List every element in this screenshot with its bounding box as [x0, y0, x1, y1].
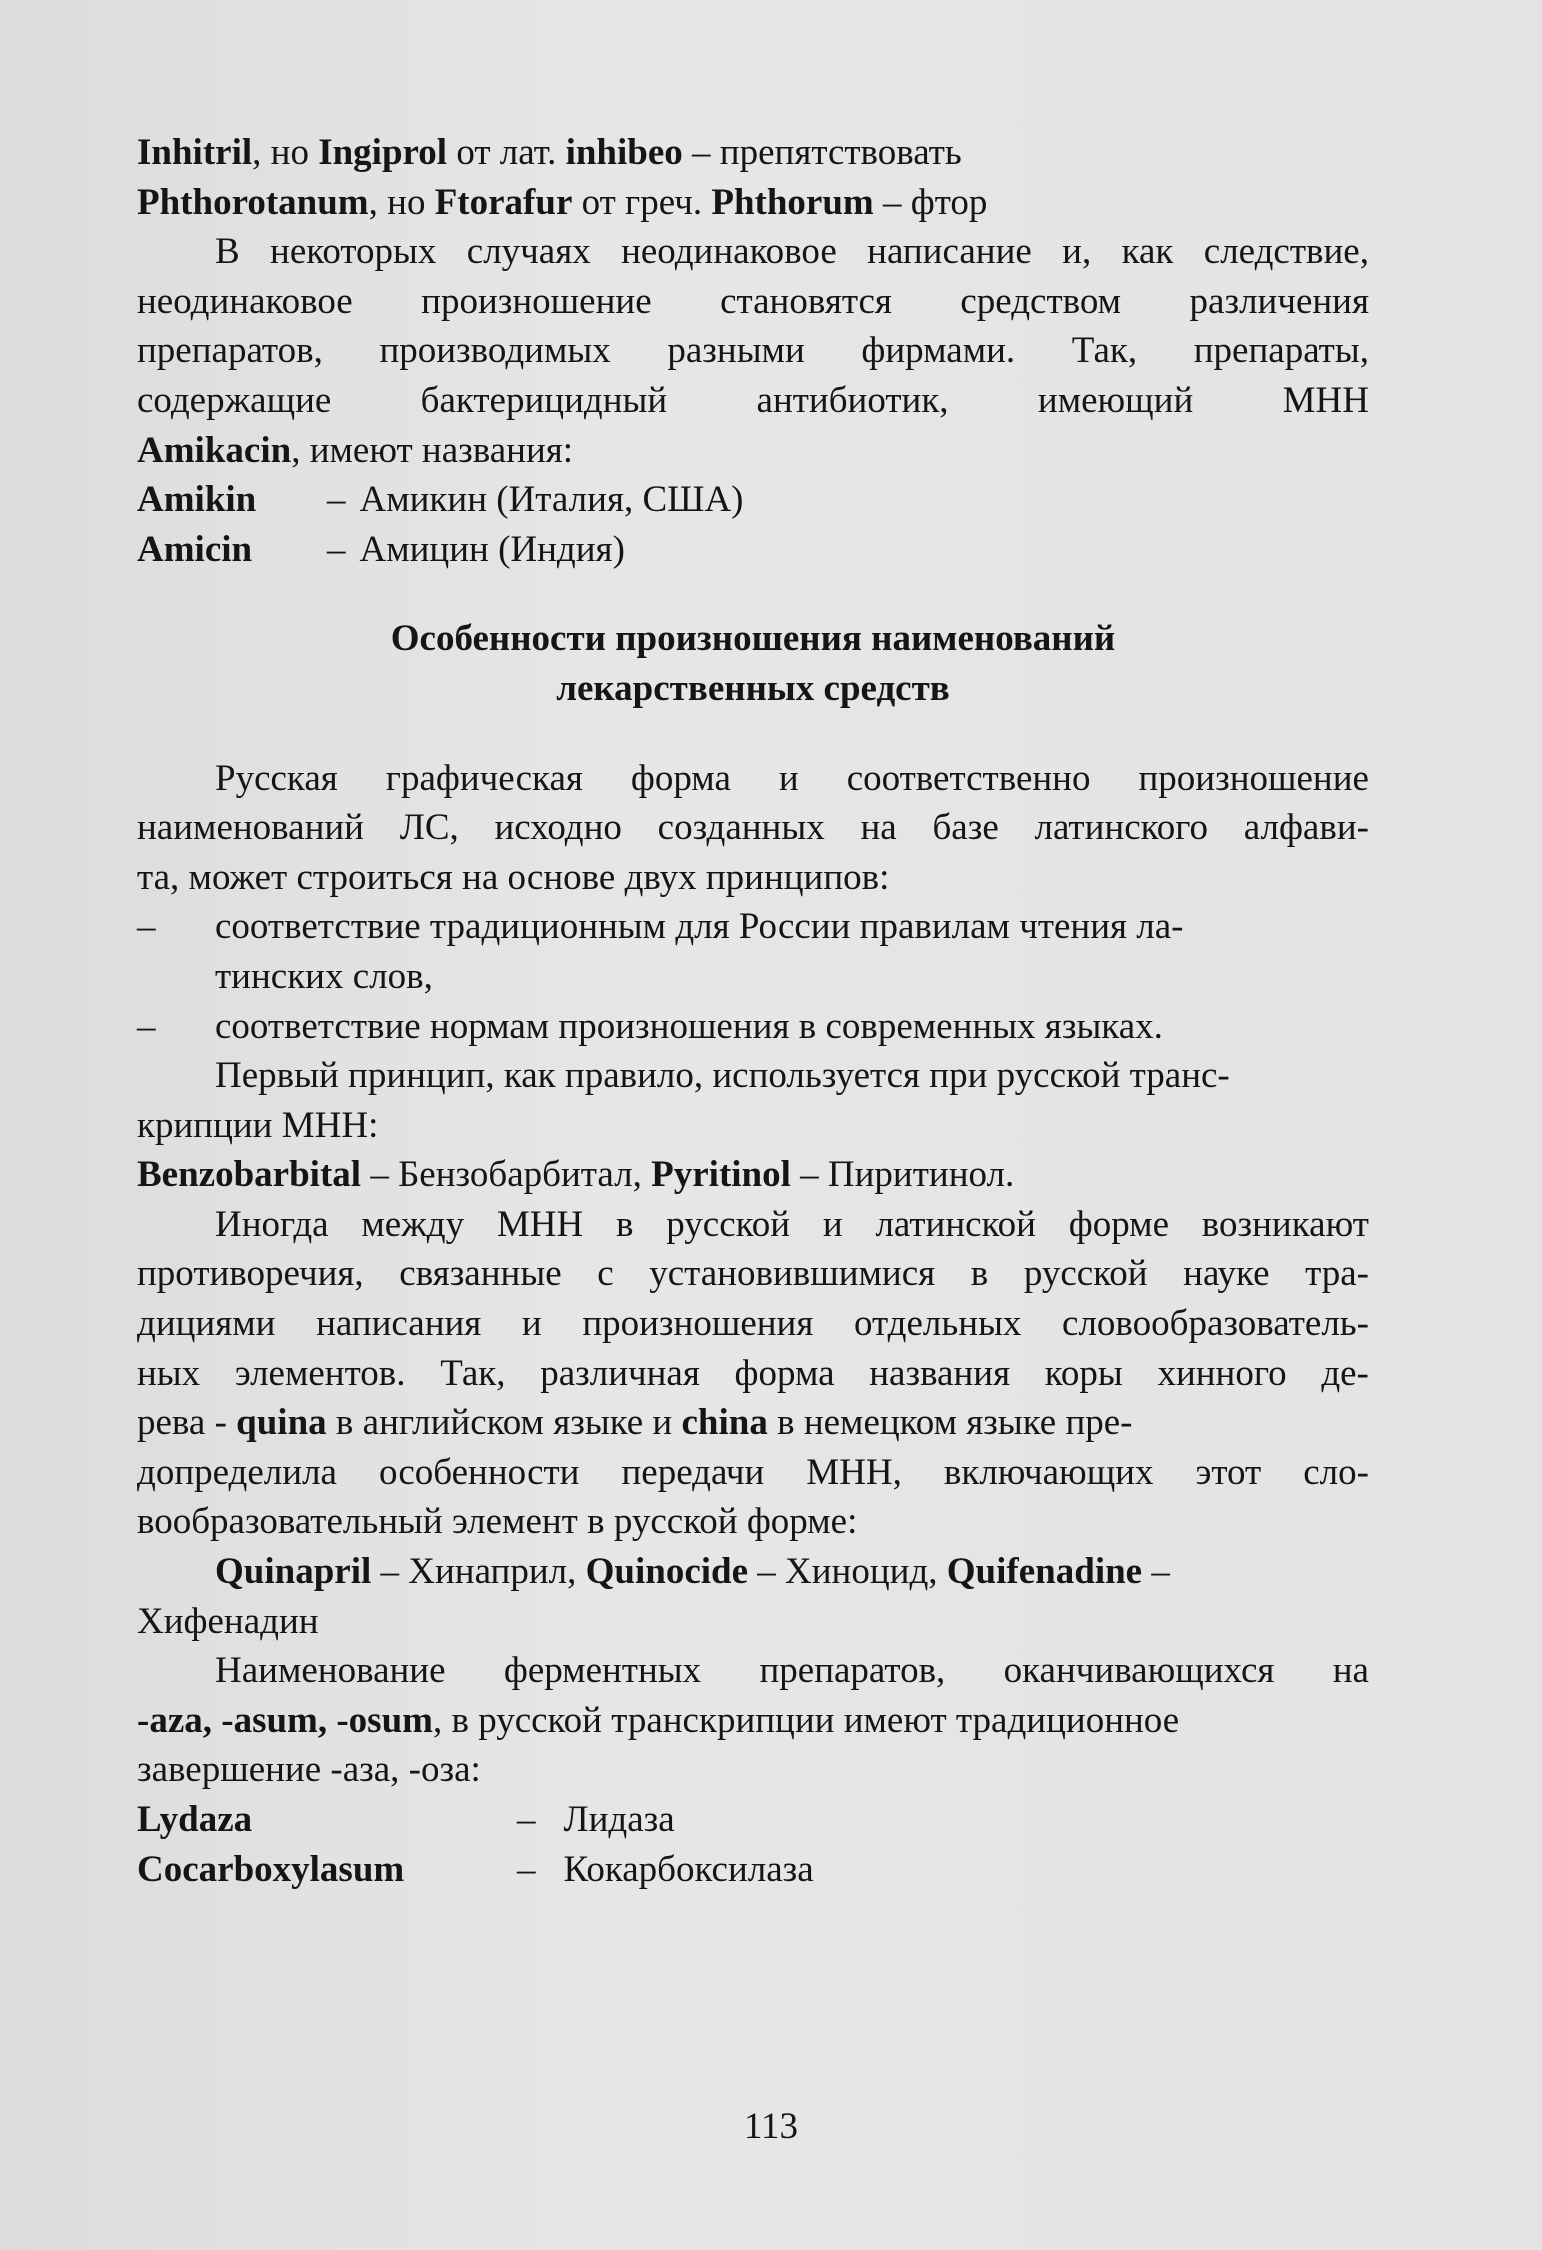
latin-word: china: [681, 1402, 768, 1444]
text: – Пиритинол.: [790, 1154, 1015, 1196]
dash: –: [517, 1799, 536, 1840]
drug-name: Quinocide: [585, 1551, 749, 1593]
paragraph-line: [137, 1696, 1369, 1746]
paragraph-line: завершение -аза, -оза:: [137, 1749, 481, 1791]
page-text: [137, 128, 1369, 1894]
drug-name: Ingiprol: [318, 132, 448, 173]
dash: –: [327, 479, 346, 521]
suffix-list: -aza, -asum, -osum: [137, 1699, 433, 1741]
latin-word: inhibeo: [565, 132, 683, 173]
drug-name: Phthorotanum: [137, 181, 369, 223]
list-dash: –: [137, 906, 156, 948]
text: в немецком языке пре-: [767, 1402, 1133, 1444]
drug-name: Amikacin: [137, 429, 292, 471]
paragraph: [137, 227, 1369, 475]
russian-name: Амицин (Индия): [359, 528, 625, 570]
text: – фтор: [873, 181, 988, 223]
example-line: [137, 475, 1369, 525]
dash: –: [327, 528, 346, 570]
paragraph-line: та, может строиться на основе двух принципов:: [137, 856, 890, 898]
drug-name: Benzobarbital: [137, 1154, 362, 1196]
heading-line: Особенности произношения наименований: [390, 618, 1116, 660]
dash: –: [517, 1848, 536, 1890]
paragraph-line: содержащие бактерицидный антибиотик, имеющий МНН: [137, 379, 1369, 421]
russian-name: Кокарбоксилаза: [563, 1848, 814, 1890]
paragraph-line: В некоторых случаях неодинаковое написание и, как следствие,: [215, 231, 1369, 273]
paragraph-line: Иногда между МНН в русской и латинской форме возникают: [215, 1203, 1369, 1245]
list-text: тинских слов,: [215, 955, 433, 997]
text: – Бензобарбитал,: [361, 1154, 652, 1196]
greek-word: Phthorum: [711, 181, 874, 223]
drug-name: Quifenadine: [946, 1551, 1143, 1593]
text: от греч.: [572, 181, 712, 223]
example-line: Хифенадин: [137, 1600, 319, 1642]
drug-name: Amicin: [137, 528, 253, 570]
paragraph-line: Русская графическая форма и соответственно произношение: [215, 757, 1369, 799]
paragraph-line: [137, 426, 1369, 476]
text: рева -: [137, 1402, 237, 1444]
example-block: [137, 1547, 1369, 1646]
example-line: [137, 525, 1369, 575]
latin-word: quina: [236, 1402, 327, 1444]
text: , имеют названия:: [291, 429, 574, 471]
paragraph: [137, 1200, 1369, 1547]
text: –: [1142, 1551, 1170, 1593]
example-line: [137, 1795, 1369, 1845]
paragraph-line: наименований ЛС, исходно созданных на базе латинского алфави-: [137, 807, 1369, 849]
paragraph-line: Первый принцип, как правило, используется при русской транс-: [215, 1055, 1230, 1097]
russian-name: Лидаза: [563, 1799, 675, 1840]
drug-name: Amikin: [137, 479, 257, 521]
paragraph-line: дициями написания и произношения отдельных словообразователь-: [137, 1303, 1369, 1345]
text: в английском языке и: [326, 1402, 682, 1444]
drug-name: Pyritinol: [651, 1154, 791, 1196]
paragraph: [137, 754, 1369, 903]
paragraph: [137, 1051, 1369, 1150]
page-number: 113: [743, 2106, 799, 2147]
list-dash: –: [137, 1005, 156, 1047]
drug-name: Inhitril: [137, 132, 253, 173]
paragraph-line: допределила особенности передачи МНН, включающих этот сло-: [137, 1451, 1369, 1493]
text: – Хиноцид,: [748, 1551, 947, 1593]
text: – препятствовать: [682, 132, 962, 173]
drug-name: Cocarboxylasum: [137, 1848, 405, 1890]
drug-name: Lydaza: [137, 1799, 253, 1840]
paragraph-line: ных элементов. Так, различная форма названия коры хинного де-: [137, 1352, 1369, 1394]
paragraph-line: неодинаковое произношение становятся средством различения: [137, 280, 1369, 322]
text: , но: [252, 132, 319, 173]
paragraph: [137, 1646, 1369, 1795]
heading-line: лекарственных средств: [556, 667, 950, 709]
paragraph-line: [137, 1398, 1369, 1448]
russian-name: Амикин (Италия, США): [359, 479, 744, 521]
paragraph-line: Наименование ферментных препаратов, оканчивающихся на: [215, 1650, 1369, 1692]
list-item: [137, 1002, 1369, 1052]
paragraph-line: крипции МНН:: [137, 1104, 379, 1146]
example-line: [137, 1150, 1369, 1200]
paragraph-line: вообразовательный элемент в русской форме:: [137, 1501, 858, 1543]
text: от лат.: [447, 132, 566, 173]
list-text: соответствие традиционным для России правилам чтения ла-: [215, 906, 1184, 948]
example-line: [137, 178, 1369, 228]
paragraph-line: противоречия, связанные с установившимися в русской науке тра-: [137, 1253, 1369, 1295]
example-line: [137, 1845, 1369, 1895]
text: , но: [368, 181, 435, 223]
text: , в русской транскрипции имеют традиционное: [432, 1699, 1180, 1741]
list-item: [137, 902, 1369, 1001]
text: – Хинаприл,: [371, 1551, 586, 1593]
example-line: [137, 1547, 1369, 1597]
list-text: соответствие нормам произношения в современных языках.: [215, 1005, 1163, 1047]
drug-name: Quinapril: [215, 1551, 372, 1593]
example-line: [137, 128, 1369, 178]
section-heading: [137, 614, 1369, 713]
drug-name: Ftorafur: [434, 181, 573, 223]
paragraph-line: препаратов, производимых разными фирмами. Так, препараты,: [137, 330, 1369, 372]
